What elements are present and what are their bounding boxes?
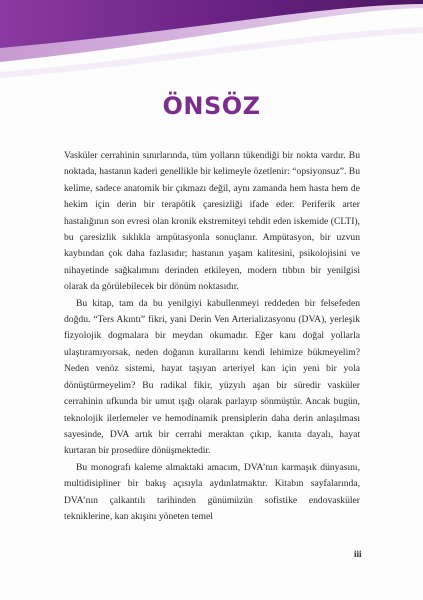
body-text (64, 148, 360, 525)
paragraph-3: Bu monografı kaleme almaktaki amacım, DVA’nın karmaşık dünyasını, multidisipliner bir bakış açısıyla aydınlatmaktır. Kitabın sayfalarında, DVA’nın çalkantılı tarihinden günümüzün sofistike endovasküler tekniklerine, kan akışını yöneten temel (64, 461, 360, 522)
decorative-header-band (0, 0, 423, 90)
paragraph-2: Bu kitap, tam da bu yenilgiyi kabullenmeyi reddeden bir felsefeden doğdu. “Ters Akıntı” fikri, yani Derin Ven Arterializasyonu (DVA), yerleşik fizyolojik dogmalara bir meydan okumadır. Eğer kanı doğal yollarla ulaştıramıyorsak, neden doğanın kurallarını kendi lehimize bükmeyelim? Neden venöz sistemi, hayat taşıyan arteriyel kan için yeni bir yola dönüştürmeyelim? Bu radikal fikir, yüzyılı aşan bir süredir vasküler cerrahinin ufkunda bir umut ışığı olarak parlayıp sönmüştür. Ancak bugün, teknolojik ilerlemeler ve hemodinamik prensiplerin daha derin anlaşılması sayesinde, DVA artık bir cerrahi meraktan çıkıp, kanıta dayalı, hayat kurtaran bir prosedüre dönüşmektedir. (64, 297, 360, 457)
page-number: iii (354, 549, 362, 559)
page-title: ÖNSÖZ (162, 92, 261, 120)
paragraph-1: Vasküler cerrahinin sınırlarında, tüm yolların tükendiği bir nokta vardır. Bu noktada, hastanın kaderi genellikle bir kelimeyle özetlenir: “opsiyonsuz”. Bu kelime, sadece anatomik bir çıkmazı değil, aynı zamanda hem hasta hem de hekim için derin bir terapötik çaresizliği ifade eder. Periferik arter hastalığının son evresi olan kronik ekstremiteyi tehdit eden iskemide (CLTI), bu çaresizlik sıklıkla ampütasyonla sonuçlanır. Ampütasyon, bir uzvun kaybından çok daha fazlasıdır; hastanın yaşam kalitesini, psikolojisini ve nihayetinde sağkalımını derinden etkileyen, modern tıbbın bir yenilgisi olarak da görülebilecek bir dönüm noktasıdır. (64, 150, 360, 293)
